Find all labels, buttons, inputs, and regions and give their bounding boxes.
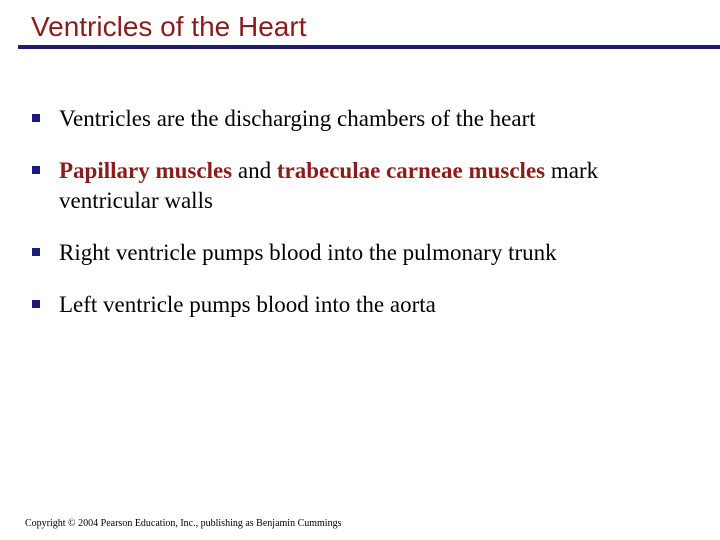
bullet-list: [30, 104, 700, 320]
square-bullet-icon: [32, 300, 40, 308]
bullet-item: [30, 156, 700, 216]
title-underline: [18, 45, 720, 49]
bullet-text: Ventricles are the discharging chambers of the heart: [59, 106, 536, 131]
square-bullet-icon: [32, 114, 40, 122]
term-papillary-muscles: Papillary muscles: [59, 158, 233, 183]
square-bullet-icon: [32, 166, 40, 174]
bullet-item: [30, 104, 700, 134]
bullet-item: [30, 238, 700, 268]
bullet-text-rest: mark ventricular walls: [59, 158, 599, 213]
slide-title: Ventricles of the Heart: [31, 11, 307, 42]
bullet-text: Left ventricle pumps blood into the aorta: [59, 292, 436, 317]
bullet-item: [30, 290, 700, 320]
copyright-notice: Copyright © 2004 Pearson Education, Inc., publishing as Benjamin Cummings: [25, 518, 342, 529]
term-trabeculae-carneae: trabeculae carneae muscles: [276, 158, 546, 183]
bullet-text-connector: and: [232, 158, 277, 183]
bullet-text: Right ventricle pumps blood into the pulmonary trunk: [59, 240, 557, 265]
square-bullet-icon: [32, 248, 40, 256]
